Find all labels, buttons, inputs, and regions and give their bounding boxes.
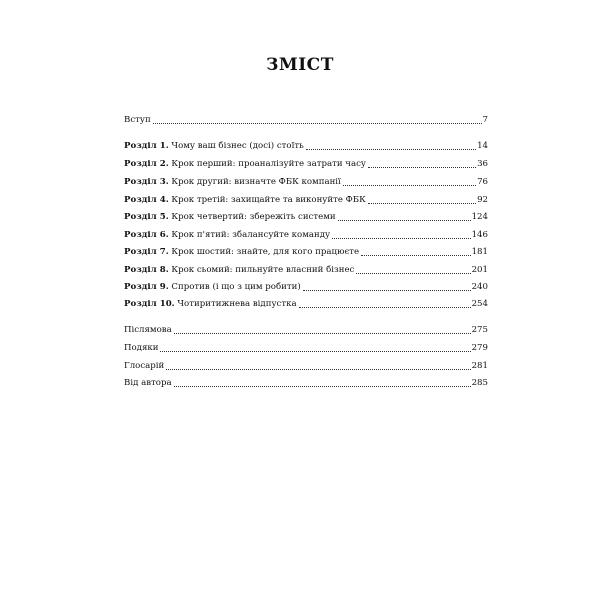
toc-entry-chapter-8	[124, 264, 488, 276]
toc-entry-page: 275	[471, 325, 488, 335]
toc-entry-chapter-5	[124, 211, 488, 223]
toc-entry-page: 146	[471, 230, 488, 240]
toc-dot-leader	[174, 333, 471, 334]
toc-entry-label: Післямова	[124, 325, 172, 335]
toc-entry-chapter-1	[124, 140, 488, 152]
toc-entry-chapter-7	[124, 246, 488, 258]
toc-entry-label: Глосарій	[124, 361, 165, 371]
toc-dot-leader	[153, 123, 482, 124]
toc-entry-chapter-9	[124, 281, 488, 293]
toc-entry-page: 181	[471, 247, 488, 257]
toc-entry-page: 201	[471, 265, 488, 275]
toc-entry-label: Від автора	[124, 378, 172, 388]
toc-entry-label: Розділ 10. Чотиритижнева відпустка	[124, 299, 297, 309]
toc-dot-leader	[174, 386, 471, 387]
toc-entry-page: 124	[471, 212, 488, 222]
toc-dot-leader	[368, 167, 476, 168]
toc-entry-page: 36	[477, 159, 488, 169]
toc-dot-leader	[332, 238, 470, 239]
toc-entry-label: Подяки	[124, 343, 159, 353]
toc-entry-label: Розділ 9. Спротив (і що з цим робити)	[124, 282, 301, 292]
toc-entry-chapter-3	[124, 176, 488, 188]
toc-entry-chapter-6	[124, 229, 488, 241]
toc-entry-label: Вступ	[124, 115, 151, 125]
toc-entry-page: 14	[477, 141, 488, 151]
toc-entry-label: Розділ 5. Крок четвертий: збережіть системи	[124, 212, 336, 222]
toc-entry-page: 240	[471, 282, 488, 292]
toc-dot-leader	[356, 273, 470, 274]
toc-dot-leader	[299, 307, 471, 308]
page-title: ЗМІСТ	[266, 55, 334, 75]
toc-entry-afterword	[124, 324, 488, 336]
toc-entry-page: 281	[471, 361, 488, 371]
toc-entry-acknowledgements	[124, 342, 488, 354]
toc-entry-label: Розділ 8. Крок сьомий: пильнуйте власний бізнес	[124, 265, 355, 275]
toc-dot-leader	[338, 220, 471, 221]
toc-entry-page: 7	[482, 115, 488, 125]
toc-dot-leader	[368, 203, 476, 204]
toc-entry-glossary	[124, 360, 488, 372]
toc-entry-label: Розділ 3. Крок другий: визначте ФБК компанії	[124, 177, 341, 187]
toc-dot-leader	[361, 255, 470, 256]
toc-entry-page: 254	[471, 299, 488, 309]
toc-entry-chapter-2	[124, 158, 488, 170]
toc-entry-label: Розділ 1. Чому ваш бізнес (досі) стоїть	[124, 141, 304, 151]
toc-entry-page: 76	[477, 177, 488, 187]
toc-dot-leader	[166, 369, 470, 370]
toc-entry-label: Розділ 7. Крок шостий: знайте, для кого працюєте	[124, 247, 360, 257]
toc-entry-label: Розділ 6. Крок п'ятий: збалансуйте команду	[124, 230, 331, 240]
toc-entry-chapter-10	[124, 298, 488, 310]
toc-dot-leader	[303, 290, 471, 291]
toc-dot-leader	[160, 351, 470, 352]
toc-entry-chapter-4	[124, 194, 488, 206]
toc-entry-about-author	[124, 377, 488, 389]
toc-entry-page: 279	[471, 343, 488, 353]
toc-entry-label: Розділ 2. Крок перший: проаналізуйте затрати часу	[124, 159, 366, 169]
toc-dot-leader	[343, 185, 476, 186]
toc-dot-leader	[306, 149, 476, 150]
toc-entry-page: 285	[471, 378, 488, 388]
toc-entry-page: 92	[477, 195, 488, 205]
toc-entry-label: Розділ 4. Крок третій: захищайте та виконуйте ФБК	[124, 195, 366, 205]
toc-entry-intro	[124, 114, 488, 126]
